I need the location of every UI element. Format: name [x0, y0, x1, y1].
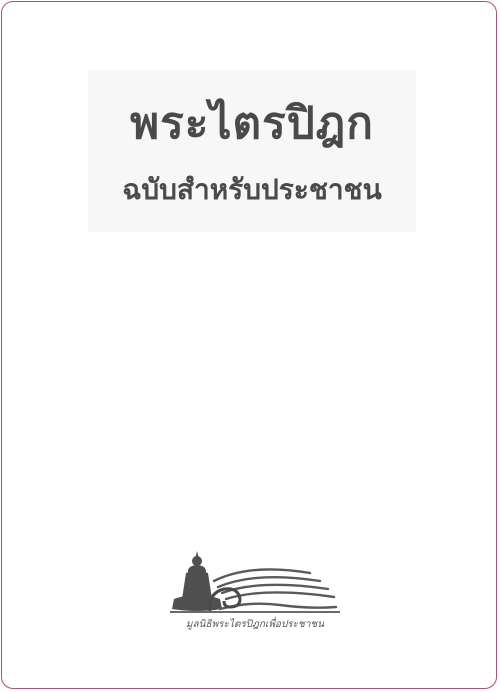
cover-subtitle: ฉบับสำหรับประชาชน	[122, 173, 382, 206]
cover-title: พระไตรปิฎก	[130, 98, 374, 149]
title-block	[88, 70, 416, 232]
foundation-logo	[170, 547, 340, 637]
book-cover	[1, 1, 497, 689]
buddha-wave-icon	[170, 547, 340, 619]
foundation-name: มูลนิธิพระไตรปิฎกเพื่อประชาชน	[185, 619, 325, 630]
